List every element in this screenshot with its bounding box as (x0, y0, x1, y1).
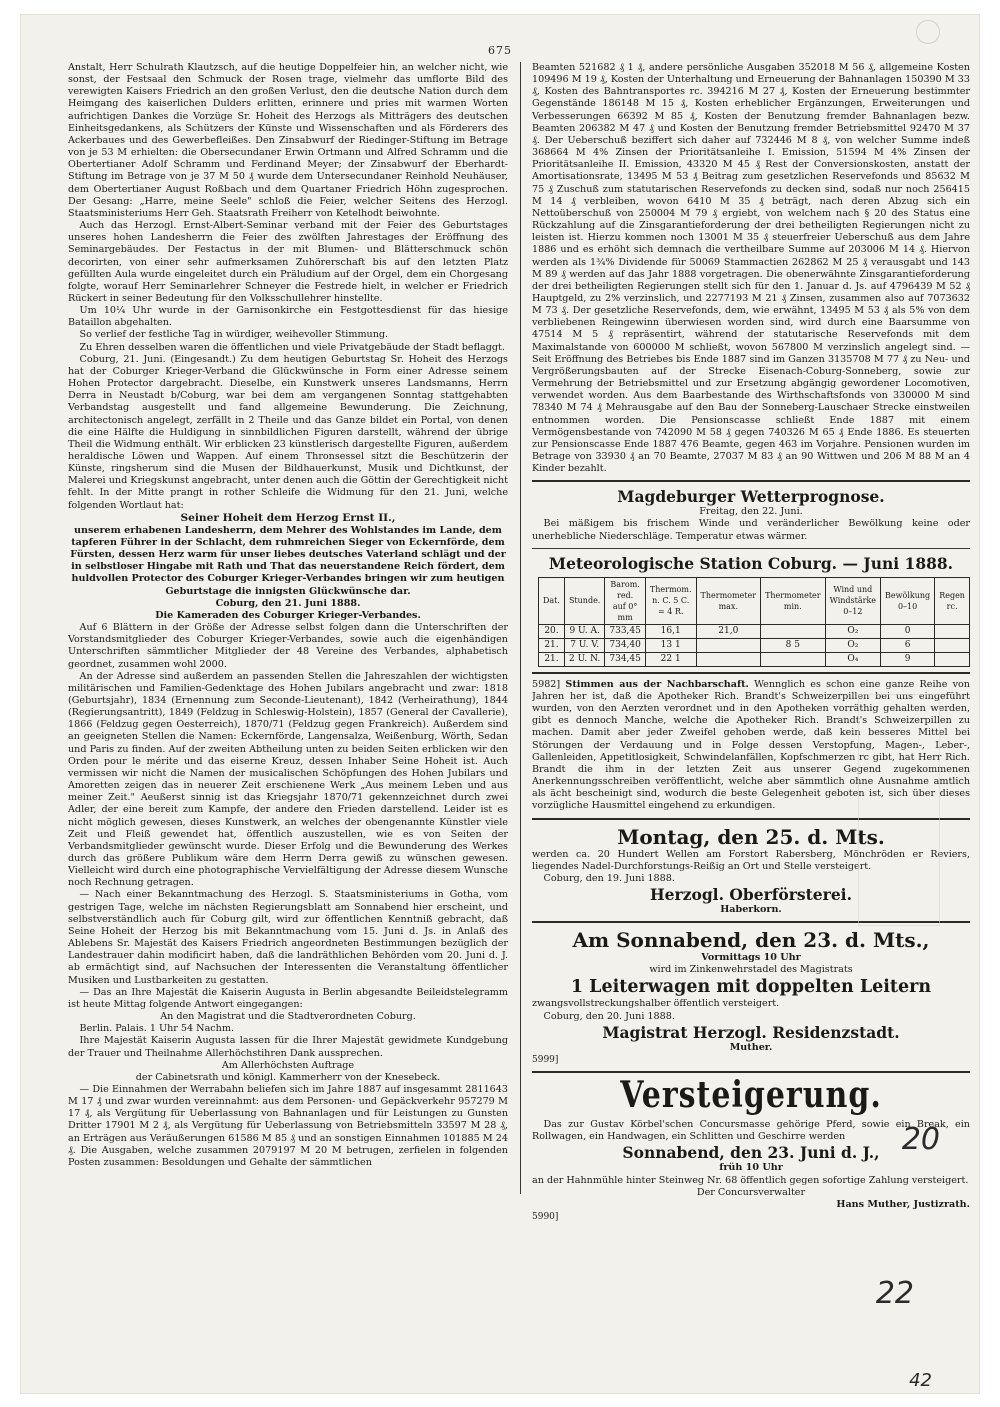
meteorology-table (538, 577, 970, 667)
table-row (539, 624, 970, 638)
advertisement-body: werden ca. 20 Hundert Wellen am Forstort Rabersberg, Mönchröden er Reviers, liegendes Nadel-Durchforstungs-Reißig an Ort und Stelle versteigert. (532, 848, 970, 872)
table-cell (696, 638, 761, 652)
advertisement-date: Coburg, den 20. Juni 1888. (543, 1010, 675, 1022)
advertisement-place: wird im Zinkenwehrstadel des Magistrats (649, 964, 853, 976)
table-cell: 13 1 (645, 638, 696, 652)
advertisement-signature: Hans Muther, Justizrath. (836, 1198, 970, 1210)
table-cell: O₄ (825, 652, 880, 666)
advertisement-date: Coburg, den 19. Juni 1888. (543, 872, 675, 884)
advertisement-signature-line: Der Concursverwalter (696, 1186, 806, 1198)
advertisement-body: an der Hahnmühle hinter Steinweg Nr. 68 öffentlich gegen sofortige Zahlung versteigert. (532, 1174, 969, 1186)
table-cell: 7 U. V. (564, 638, 604, 652)
article-paragraph: — Nach einer Bekanntmachung des Herzogl. S. Staatsministeriums in Gotha, vom gestrigen Tage, welche im nächsten Regierungsblatt am Sonnabend hier erscheint, und selbstverständlich auch für Coburg gilt, wird zur öffentlichen Kenntniß gebracht, daß Seine Hoheit der Herzog bis mit Bekanntmachung vom 15. Juni d. Js. in Anlaß des Ablebens Sr. Majestät des Kaisers Friedrich angeordneten Bestimmungen bezüglich der Landestrauer dahin modificirt haben, daß die landräthlichen Behörden vom 20. Juni d. J. ab ermächtigt sind, auf Nachsuchen der Interessenten die Veranstaltung öffentlicher Musiken und Lustbarkeiten zu gestatten. (68, 889, 508, 986)
table-header-row (539, 577, 970, 624)
table-cell: 733,45 (605, 624, 646, 638)
advertisement-time: früh 10 Uhr (719, 1162, 783, 1174)
table-cell: 8 5 (761, 638, 826, 652)
table-row (539, 638, 970, 652)
advertisement-name: Muther. (729, 1041, 773, 1053)
table-cell: 0 (881, 624, 935, 638)
article-paragraph: Beamten 521682 ₰ 1 ₰, andere persönliche Ausgaben 352018 M 56 ₰, allgemeine Kosten 109496 M 19 ₰, Kosten der Unterhaltung und Erneuerung der Bahnanlagen 150390 M 33 ₰, Kosten des Bahntransportes rc. 394216 M 27 ₰, Kosten der Erneuerung bestimmter Gegenstände 186148 M 15 ₰, Kosten erheblicher Ergänzungen, Erweiterungen und Verbesserungen 66392 M 85 ₰, Kosten der Benutzung fremder Bahnanlagen bezw. Beamten 206382 M 47 ₰ und Kosten der Benutzung fremder Betriebsmittel 92470 M 37 ₰. Der Ueberschuß beziffert sich daher auf 732446 M 8 ₰, von welcher Summe indeß 368664 M 4% Zinsen der Prioritätsanleihe I. Emission, 51594 M 4% Zinsen der Prioritätsanleihe II. Emission, 43320 M 45 ₰ Rest der Conversionskosten, anstatt der Amortisationsrate, 13495 M 53 ₰ Beitrag zum gesetzlichen Reservefonds und 85632 M 75 ₰ Zuschuß zum statutarischen Reservefonds zu decken sind, sodaß nur noch 256415 M 14 ₰ verbleiben, wovon 6410 M 35 ₰ beträgt, nach deren Abzug sich ein Nettoüberschuß von 250004 M 79 ₰ ergiebt, von welchem nach § 20 des Status eine Rückzahlung auf die Zinsgarantieforderung der drei betheiligten Regierungen nicht zu leisten ist. Hierzu kommen noch 13001 M 35 ₰ steuerfreier Ueberschuß aus dem Jahre 1886 und es erhöht sich demnach die vertheilbare Summe auf 203006 M 14 ₰. Hiervon werden als 1¾% Dividende für 50069 Stammactien 262862 M 25 ₰ verausgabt und 143 M 89 ₰ werden auf das Jahr 1888 vorgetragen. Die obenerwähnte Zinsgarantieforderung der drei betheiligten Regierungen stellt sich für den 1. Januar d. Js. auf 4796439 M 52 ₰ Hauptgeld, zu 2% verzinslich, und 2277193 M 21 ₰ Zinsen, zusammen also auf 7073632 M 73 ₰. Der gesetzliche Reservefonds, dem, wie erwähnt, 13495 M 53 ₰ als 5% von dem verbliebenen Reingewinn überwiesen worden sind, wird durch eine Baarsumme von 47514 M 5 ₰ repräsentirt, während der statutarische Reservefonds mit dem Maximalstande von 600000 M schließt, wovon 567800 M verzinslich angelegt sind. — Seit Eröffnung des Betriebes bis Ende 1887 sind im Ganzen 3135708 M 77 ₰ zu Neu- und Vergrößerungsbauten auf der Strecke Eisenach-Coburg-Sonneberg, sowie zur Vermehrung der Betriebsmittel und zur Ersetzung abgängig gewordener Locomotiven, verwendet worden. Aus dem Baarbestande des Wirthschaftsfonds von 330000 M sind 78340 M 74 ₰ Mehrausgabe auf den Bau der Sonneberg-Lauschaer Strecke einstweilen entnommen worden. Die Pensionscasse schließt Ende 1887 mit einem Vermögensbestande von 742090 M 58 ₰ gegen 740326 M 65 ₰ Ende 1886. Es steuerten zur Pensionscasse Ende 1887 476 Beamte, gegen 463 im Vorjahre. Pensionen wurden im Betrage von 33930 ₰ an 70 Beamte, 27037 M 83 ₰ an 90 Wittwen und 206 M 88 M an 4 Kinder bezahlt. (532, 62, 970, 475)
article-paragraph: Zu Ehren desselben waren die öffentlichen und viele Privatgebäude der Stadt beflaggt. (79, 341, 505, 353)
table-cell: 9 U. A. (564, 624, 604, 638)
table-header-cell: Stunde. (564, 577, 604, 624)
telegram-origin: Berlin. Palais. 1 Uhr 54 Nachm. (79, 1023, 234, 1035)
dedication-signature: Die Kameraden des Coburger Krieger-Verbandes. (155, 609, 421, 621)
table-cell: 22 1 (645, 652, 696, 666)
table-row (539, 652, 970, 666)
table-cell: 20. (539, 624, 565, 638)
faded-stamp-mark (858, 694, 940, 926)
table-header-cell: Dat. (539, 577, 565, 624)
table-cell (935, 652, 970, 666)
advertisement-signature: Herzogl. Oberförsterei. (650, 884, 852, 904)
table-cell: 21. (539, 652, 565, 666)
article-paragraph: So verlief der festliche Tag in würdiger, weihevoller Stimmung. (79, 329, 389, 341)
telegram-signature-line: Am Allerhöchsten Auftrage (221, 1059, 355, 1071)
advertisement-ref: 5982] (532, 678, 561, 690)
table-cell (696, 652, 761, 666)
article-paragraph: Auf 6 Blättern in der Größe der Adresse selbst folgen dann die Unterschriften der Vorstandsmitglieder des Coburger Krieger-Verbandes, sowie auch die eigenhändigen Unterschriften sämmtlicher Mitglieder der 48 Vereine des Verbandes, alphabetisch geordnet, zusammen wohl 2000. (68, 622, 508, 670)
table-cell: 21. (539, 638, 565, 652)
table-header-cell: Thermom. n. C. 5 C. = 4 R. (645, 577, 696, 624)
telegram-signature-name: der Cabinetsrath und königl. Kammerherr von der Knesebeck. (135, 1071, 441, 1083)
weather-forecast-title: Magdeburger Wetterprognose. (617, 487, 885, 507)
table-header-cell: Wind und Windstärke 0–12 (825, 577, 880, 624)
advertisement-name: Haberkorn. (720, 903, 782, 915)
article-paragraph: Auch das Herzogl. Ernst-Albert-Seminar verband mit der Feier des Geburtstages unseres hohen Landesherrn die Feier des zwölften Jahrestages der Eröffnung des Seminargebäudes. Der Festactus in der mit Blumen- und Blätterschmuck schön decorirten, von einer sehr aufmerksamen Zuhörerschaft bis auf den letzten Platz gefüllten Aula wurde eingeleitet durch ein Präludium auf der Orgel, dem ein Chorgesang folgte, worauf Herr Seminarlehrer Schneyer die Festrede hielt, in welcher er Friedrich Rückert in seiner Bedeutung für den Volksschullehrer hinstellte. (68, 220, 508, 304)
section-rule (532, 548, 970, 549)
table-cell: 2 U. N. (564, 652, 604, 666)
page-corner-mark (916, 20, 940, 44)
advertisement-title: Stimmen aus der Nachbarschaft. (565, 678, 749, 690)
handwritten-page-note: 42 (909, 1370, 932, 1391)
article-paragraph: — Das an Ihre Majestät die Kaiserin Augusta in Berlin abgesandte Beileidstelegramm ist heute Mittag folgende Antwort eingegangen: (68, 986, 508, 1010)
table-header-cell: Barom. red. auf 0° mm (605, 577, 646, 624)
table-header-cell: Thermometer min. (761, 577, 826, 624)
table-cell: O₂ (825, 624, 880, 638)
article-paragraph: Um 10¼ Uhr wurde in der Garnisonkirche ein Festgottesdienst für das hiesige Bataillon abgehalten. (68, 305, 508, 329)
table-cell (935, 638, 970, 652)
dedication-title: Seiner Hoheit dem Herzog Ernst II., (180, 511, 396, 524)
table-cell (761, 652, 826, 666)
article-paragraph: — Die Einnahmen der Werrabahn beliefen sich im Jahre 1887 auf insgesammt 2811643 M 17 ₰ und zwar wurden vereinnahmt: aus dem Personen- und Gepäckverkehr 957279 M 17 ₰, als Vergütung für Ueberlassung von Bahnanlagen und für Leistungen zu Gunsten Dritter 17901 M 2 ₰, als Vergütung für Ueberlassung von Betriebsmitteln 33597 M 28 ₰, an Erträgen aus Veräußerungen 61586 M 85 ₰ und an sonstigen Einnahmen 101885 M 24 ₰. Die Ausgaben, welche zusammen 2079197 M 20 M betrugen, zerfielen in folgenden Posten zusammen: Besoldungen und Gehalte der sämmtlichen (68, 1083, 508, 1168)
advertisement-body: zwangsvollstreckungshalber öffentlich versteigert. (532, 998, 780, 1010)
table-cell (761, 624, 826, 638)
page-number: 675 (488, 44, 512, 57)
handwritten-number: 22 (875, 1276, 914, 1311)
advertisement-time: Vormittags 10 Uhr (701, 952, 801, 964)
weather-forecast-date: Freitag, den 22. Juni. (699, 506, 803, 518)
meteorology-title: Meteorologische Station Coburg. — Juni 1888. (548, 553, 954, 573)
table-header-cell: Bewölkung 0–10 (881, 577, 935, 624)
telegram-body: Ihre Majestät Kaiserin Augusta lassen für die Ihrer Majestät gewidmete Kundgebung der Trauer und Theilnahme Allerhöchstihren Dank aussprechen. (68, 1035, 508, 1059)
weather-forecast-text: Bei mäßigem bis frischem Winde und veränderlicher Bewölkung keine oder unerhebliche Niederschläge. Temperatur etwas wärmer. (532, 518, 970, 542)
table-cell: 734,40 (605, 638, 646, 652)
article-paragraph: Anstalt, Herr Schulrath Klautzsch, auf die heutige Doppelfeier hin, an welcher nicht, wie sonst, der Festsaal den Schmuck der Rosen trage, vielmehr das umflorte Bild des verewigten Kaisers Friedrich an den großen Verlust, den die deutsche Nation durch dem Heimgang des kaiserlichen Dulders erlitten, erinnere und pries mit warmen Worten aufrichtigen Dankes die Vorzüge Sr. Hoheit des Herzogs als Mitträgers des deutschen Einheitsgedankens, als Schützers der Künste und Wissenschaften und als Förderers des Ackerbaues und des Gewerbefleißes. Den Zinsabwurf der Riedinger-Stiftung im Betrage von je 53 M erhielten: die Obersecundaner Erwin Ortmann und Alfred Schramm und die Obertertianer Adolf Schramm und Ferdinand Meyer; der Zinsabwurf der Eberhardt-Stiftung im Betrage von je 37 M 50 ₰ wurde dem Untersecundaner Reinhold Neuhäuser, dem Obertertianer August Roßbach und dem Quartaner Friedrich Höhn zugesprochen. Der Gesang: „Harre, meine Seele" schloß die Feier, welcher Seitens des Herzogl. Staatsministeriums Herr Geh. Staatsrath Freiherr von Ketelhodt beiwohnte. (68, 62, 508, 219)
article-paragraph: Coburg, 21. Juni. (Eingesandt.) Zu dem heutigen Geburtstag Sr. Hoheit des Herzogs hat der Coburger Krieger-Verband die Glückwünsche in Form einer Adresse seinem Hohen Protector dargebracht. Dieselbe, ein Kunstwerk unseres Landsmanns, Herrn Derra in Neustadt b/Coburg, war bei dem am vergangenen Sonntag stattgehabten Verbandstag ausgestellt und fand allgemeine Bewunderung. Die Zeichnung, architectonisch angelegt, zerfällt in 2 Theile und das Ganze bildet ein Portal, von denen die eine Hälfte die Huldigung in sinnbildlichen Figuren darstellt, während der übrige Theil die Widmung enthält. Wir erblicken 23 künstlerisch dargestellte Figuren, außerdem heraldische Löwen und Wappen. Auf einem Thronsessel sitzt die Beschützerin der Künste, ringsherum sind die Musen der Bildhauerkunst, Musik und Dichtkunst, der Malerei und Kriegskunst angebracht, unter denen auch die Göttin der Gerechtigkeit nicht fehlt. In der Mitte prangt in rother Schleife die Widmung für den 21. Juni, welche folgenden Wortlaut hat: (68, 353, 508, 511)
advertisement-title: Montag, den 25. d. Mts. (617, 824, 885, 849)
column-divider (520, 62, 521, 1194)
dedication-date: Coburg, den 21. Juni 1888. (215, 597, 361, 609)
table-cell: 6 (881, 638, 935, 652)
dedication-body: unserem erhabenen Landesherrn, dem Mehrer des Wohlstandes im Lande, dem tapferen Führer in der Schlacht, dem ruhmreichen Sieger von Eckernförde, dem Fürsten, dessen Herz warm für unser liebes deutsches Vaterland schlägt und der in selbstloser Hingabe mit Rath und That das neuerstandene Reich fördert, dem huldvollen Protector des Coburger Krieger-Verbandes bringen wir zum heutigen Geburtstage die innigsten Glückwünsche dar. (70, 524, 506, 597)
article-paragraph: An der Adresse sind außerdem an passenden Stellen die Jahreszahlen der wichtigsten militärischen und Familien-Gedenktage des Hohen Jubilars angebracht und zwar: 1818 (Geburtsjahr), 1834 (Ernennung zum Seconde-Lieutenant), 1842 (Verheirathung), 1844 (Regierungsantritt), 1849 (Feldzug in Schleswig-Holstein), 1857 (General der Cavallerie), 1866 (Feldzug gegen Oesterreich), 1870/71 (Feldzug gegen Frankreich). Außerdem sind an geeigneten Stellen die Namen: Eckernförde, Langensalza, Weißenburg, Wörth, Sedan und Paris zu finden. Auf der zweiten Abtheilung unten zu beiden Seiten erblicken wir den Orden pour le mérite und das eiserne Kreuz, dessen Inhaber Seine Hoheit ist. Auch vermissen wir nicht die Namen der musicalischen Schöpfungen des Hohen Jubilars und Amoretten zeigen das in neuerer Zeit erschienene Werk „Aus meinem Leben und aus meiner Zeit." Aeußerst sinnig ist das Kriegsjahr 1870/71 gekennzeichnet durch zwei Adler, der eine bereit zum Kampfe, der andere den Frieden darstellend. Leider ist es nicht möglich gewesen, dieses Kunstwerk, an welches der obengenannte Künstler viele Zeit und Fleiß gewendet hat, öffentlich auszustellen, wie es von Seiten der Verbandsmitglieder gewünscht wurde. Dieser Erfolg und die Bewunderung des Werkes durch das größere Publikum wäre dem Herrn Derra gewiß zu wünschen gewesen. Vielleicht wird durch eine photographische Vervielfältigung der Adresse diesem Wunsche noch Rechnung getragen. (68, 670, 508, 889)
advertisement-item: 1 Leiterwagen mit doppelten Leitern (570, 977, 932, 998)
advertisement-date: Sonnabend, den 23. Juni d. J., (622, 1143, 880, 1163)
handwritten-number: 20 (901, 1122, 940, 1157)
table-cell: 734,45 (605, 652, 646, 666)
advertisement-ref: 5999] (532, 1054, 559, 1065)
advertisement-title: Am Sonnabend, den 23. d. Mts., (572, 928, 930, 953)
section-rule (532, 1071, 970, 1073)
table-header-cell: Thermometer max. (696, 577, 761, 624)
table-cell (935, 624, 970, 638)
advertisement-title: Versteigerung. (620, 1074, 882, 1117)
section-rule (532, 480, 970, 482)
newspaper-page (20, 14, 980, 1394)
advertisement-body: Wennglich es schon eine ganze Reihe von Jahren her ist, daß die Apotheker Rich. Brandt's Schweizerpillen bei uns eingeführt wurden, von den Aerzten verordnet und in den Apotheken vorräthig gehalten werden, gibt es dennoch Manche, welche die Apotheker Rich. Brandt's Schweizerpillen zu machen. Damit aber jeder Zweifel gehoben werde, daß kein besseres Mittel bei Störungen der Verdauung und in Folge dessen Verstopfung, Magen-, Leber-, Gallenleiden, Appetitlosigkeit, Schwindelanfällen, Kopfschmerzen rc gibt, hat Herr Rich. Brandt die ihm in der letzten Zeit aus unserer Gegend zugekommenen Anerkennungsschreiben veröffentlicht, welche aber sämmtlich ohne Ausnahme amtlich als ächt bescheinigt sind, wodurch die beste Gelegenheit geboten ist, sich über dieses vorzügliche Hausmittel eingehend zu erkundigen. (532, 678, 970, 812)
table-cell: 16,1 (645, 624, 696, 638)
advertisement-body: Das zur Gustav Körbel'schen Concursmasse gehörige Pferd, sowie ein Break, ein Rollwagen, ein Handwagen, ein Schlitten und Geschirre werden (532, 1119, 970, 1143)
advertisement-signature: Magistrat Herzogl. Residenzstadt. (602, 1022, 900, 1042)
table-header-cell: Regen rc. (935, 577, 970, 624)
telegram-recipient: An den Magistrat und die Stadtverordneten Coburg. (160, 1011, 416, 1023)
left-column (68, 62, 508, 1354)
advertisement-ref: 5990] (532, 1212, 559, 1222)
section-rule (532, 672, 970, 674)
table-cell: 21,0 (696, 624, 761, 638)
table-cell: O₂ (825, 638, 880, 652)
table-cell: 9 (881, 652, 935, 666)
